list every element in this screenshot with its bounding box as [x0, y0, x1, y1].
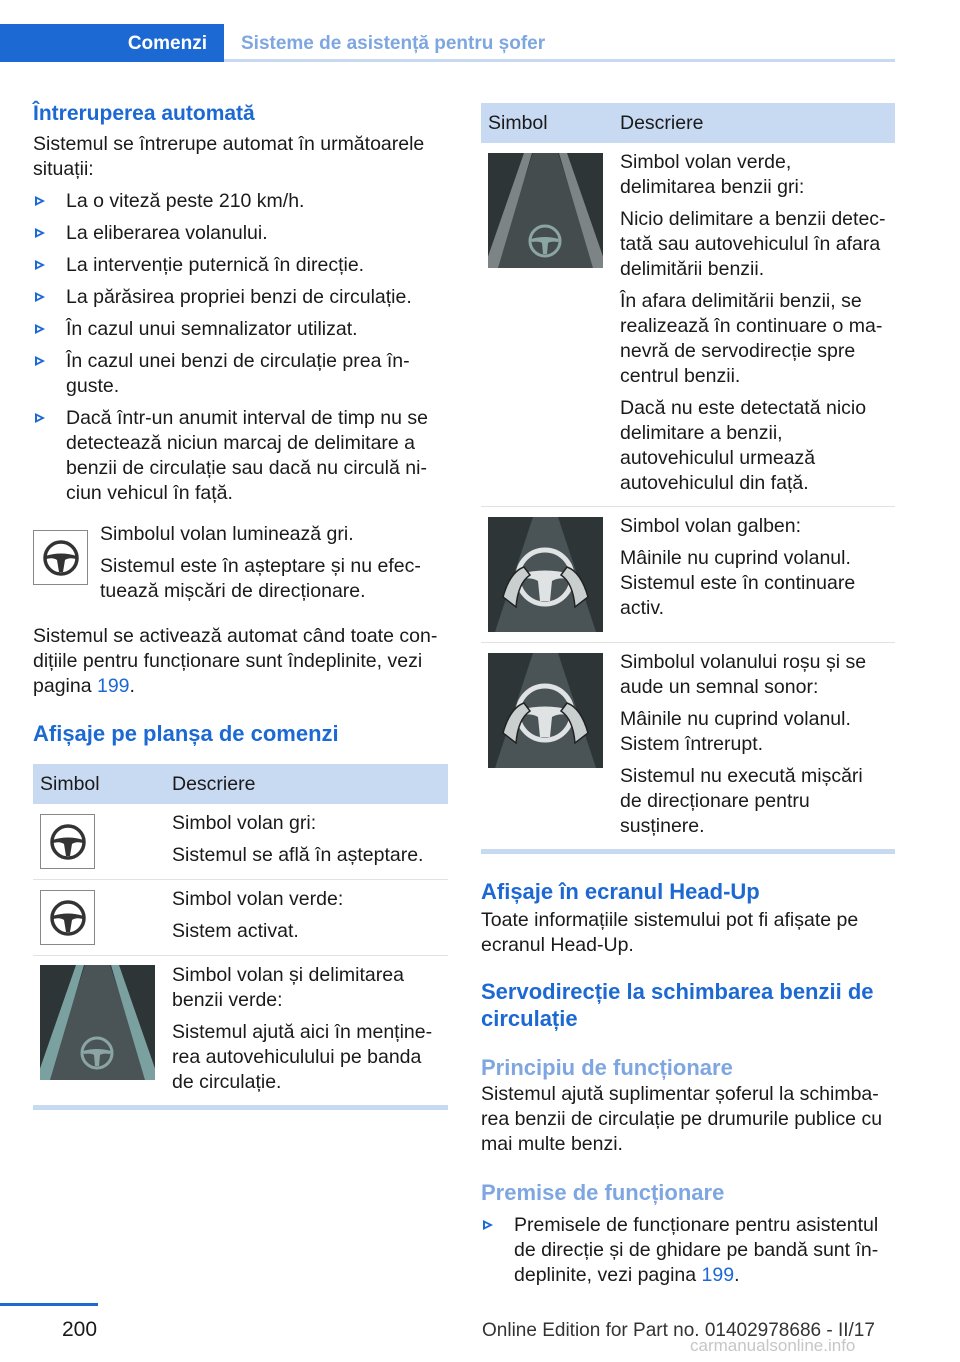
grey-symbol-line2: Sistemul este în așteptare și nu efectuează mișcări de direcționare. — [100, 555, 421, 602]
desc-line: Sistemul ajută aici în menținerea autovehiculului pe banda de circulație. — [172, 1021, 433, 1093]
lane-display-icon — [488, 153, 603, 268]
page-header — [0, 24, 895, 62]
symbol-cell — [481, 507, 613, 643]
table-row — [481, 507, 895, 643]
prereq-text: Premisele de funcționare pentru asistentul de direcție și de ghidare pe bandă sunt îndeplinite, vezi pagina — [514, 1214, 879, 1286]
hud-text: Toate informațiile sistemului pot fi afișate pe ecranul Head-Up. — [481, 909, 859, 956]
desc-line: Sistemul nu execută mișcări de direcționare pentru susținere. — [620, 765, 863, 837]
grey-symbol-line1: Simbolul volan luminează gri. — [100, 523, 354, 545]
left-column — [33, 100, 448, 1110]
steering-wheel-icon — [40, 890, 95, 945]
col-description: Descriere — [165, 764, 448, 804]
symbol-cell — [33, 804, 165, 880]
prereq-heading: Premise de funcționare — [481, 1180, 725, 1205]
table-end-rule — [33, 1105, 448, 1110]
lane-change-heading: Servodirecție la schimbarea benzii de circulație — [481, 979, 874, 1031]
table-header-row — [481, 103, 895, 143]
desc-line: În afara delimitării benzii, se realizează în continuare o manevră de servodirecție spre centrul benzii. — [620, 290, 883, 387]
desc-line: Nicio delimitare a benzii detectată sau autovehiculul în afara delimitării benzii. — [620, 208, 886, 280]
table-end-rule — [481, 849, 895, 854]
list-item: În cazul unui semnalizator utilizat. — [33, 317, 448, 342]
page-link-199[interactable]: 199 — [701, 1264, 735, 1286]
list-item: La o viteză peste 210 km/h. — [33, 189, 448, 214]
header-divider — [224, 59, 895, 62]
section-title[interactable]: Sisteme de asistență pentru șofer — [241, 33, 546, 54]
description-cell — [165, 956, 448, 1106]
hud-heading: Afișaje în ecranul Head-Up — [481, 879, 760, 904]
table-header-row — [33, 764, 448, 804]
desc-line: Sistemul se află în așteptare. — [172, 844, 424, 866]
col-symbol: Simbol — [33, 764, 165, 804]
watermark: carmanualsonline.info — [690, 1336, 856, 1355]
page-number: 200 — [62, 1318, 98, 1341]
description-cell — [165, 880, 448, 956]
list-item: La eliberarea volanului. — [33, 221, 448, 246]
auto-interrupt-heading: Întreruperea automată — [33, 102, 255, 125]
desc-line: Simbol volan și delimitarea benzii verde: — [172, 964, 404, 1011]
symbol-cell — [481, 143, 613, 507]
steering-wheel-icon — [33, 530, 88, 585]
footer-rule — [0, 1303, 98, 1306]
symbol-cell — [481, 643, 613, 850]
desc-line: Mâinile nu cuprind volanul. Sistemul este în continuare activ. — [620, 547, 856, 619]
col-symbol: Simbol — [481, 103, 613, 143]
table-row — [33, 956, 448, 1106]
activate-text: Sistemul se activează automat când toate condițiile pentru funcționare sunt îndeplinite, vezi pagina — [33, 625, 438, 697]
auto-interrupt-intro: Sistemul se întrerupe automat în următoarele situații: — [33, 133, 425, 180]
desc-line: Dacă nu este detectată nicio delimitare a benzii, autovehiculul urmează autovehiculul din față. — [620, 397, 867, 494]
list-item: În cazul unei benzi de circulație prea înguste. — [33, 349, 448, 399]
desc-line: Sistem activat. — [172, 920, 299, 942]
hands-off-wheel-icon — [488, 653, 603, 768]
right-symbol-table — [481, 103, 895, 849]
desc-line: Simbol volan galben: — [620, 515, 802, 537]
right-column — [481, 103, 895, 1288]
description-cell — [613, 143, 895, 507]
symbol-cell — [33, 956, 165, 1106]
symbol-cell — [33, 880, 165, 956]
principle-heading: Principiu de funcționare — [481, 1055, 733, 1080]
table-row — [481, 643, 895, 850]
list-item — [481, 1213, 895, 1288]
hands-off-wheel-icon — [488, 517, 603, 632]
display-heading: Afișaje pe planșa de comenzi — [33, 721, 339, 746]
chapter-tab[interactable] — [0, 24, 224, 62]
left-symbol-table — [33, 764, 448, 1105]
activate-paragraph — [33, 624, 448, 699]
col-description: Descriere — [613, 103, 895, 143]
edition-note: Online Edition for Part no. 01402978686 - II/17 — [482, 1320, 875, 1341]
chapter-tab-label: Comenzi — [127, 33, 207, 54]
list-item: Dacă într-un anumit interval de timp nu se detectează niciun marcaj de delimitare a benzii de circulație sau dacă nu circulă niciun vehicul în față. — [33, 406, 448, 506]
grey-symbol-note — [33, 522, 448, 604]
desc-line: Simbolul volanului roșu și se aude un semnal sonor: — [620, 651, 867, 698]
description-cell — [165, 804, 448, 880]
list-item: La părăsirea propriei benzi de circulație. — [33, 285, 448, 310]
desc-line: Simbol volan verde, delimitarea benzii gri: — [620, 151, 805, 198]
steering-wheel-icon — [40, 814, 95, 869]
grey-symbol-text — [100, 522, 448, 604]
desc-line: Mâinile nu cuprind volanul. Sistem întrerupt. — [620, 708, 851, 755]
table-row — [481, 143, 895, 507]
auto-interrupt-list — [33, 189, 448, 506]
principle-text: Sistemul ajută suplimentar șoferul la schimbarea benzii de circulație pe drumurile publice cu mai multe benzi. — [481, 1083, 883, 1155]
description-cell — [613, 507, 895, 643]
prereq-end: . — [734, 1264, 740, 1286]
page-link-199[interactable]: 199 — [96, 675, 130, 697]
description-cell — [613, 643, 895, 850]
lane-display-icon — [40, 965, 155, 1080]
list-item: La intervenție puternică în direcție. — [33, 253, 448, 278]
activate-end: . — [129, 675, 135, 697]
desc-line: Simbol volan gri: — [172, 812, 317, 834]
prereq-list — [481, 1213, 895, 1288]
desc-line: Simbol volan verde: — [172, 888, 344, 910]
table-row — [33, 880, 448, 956]
table-row — [33, 804, 448, 880]
